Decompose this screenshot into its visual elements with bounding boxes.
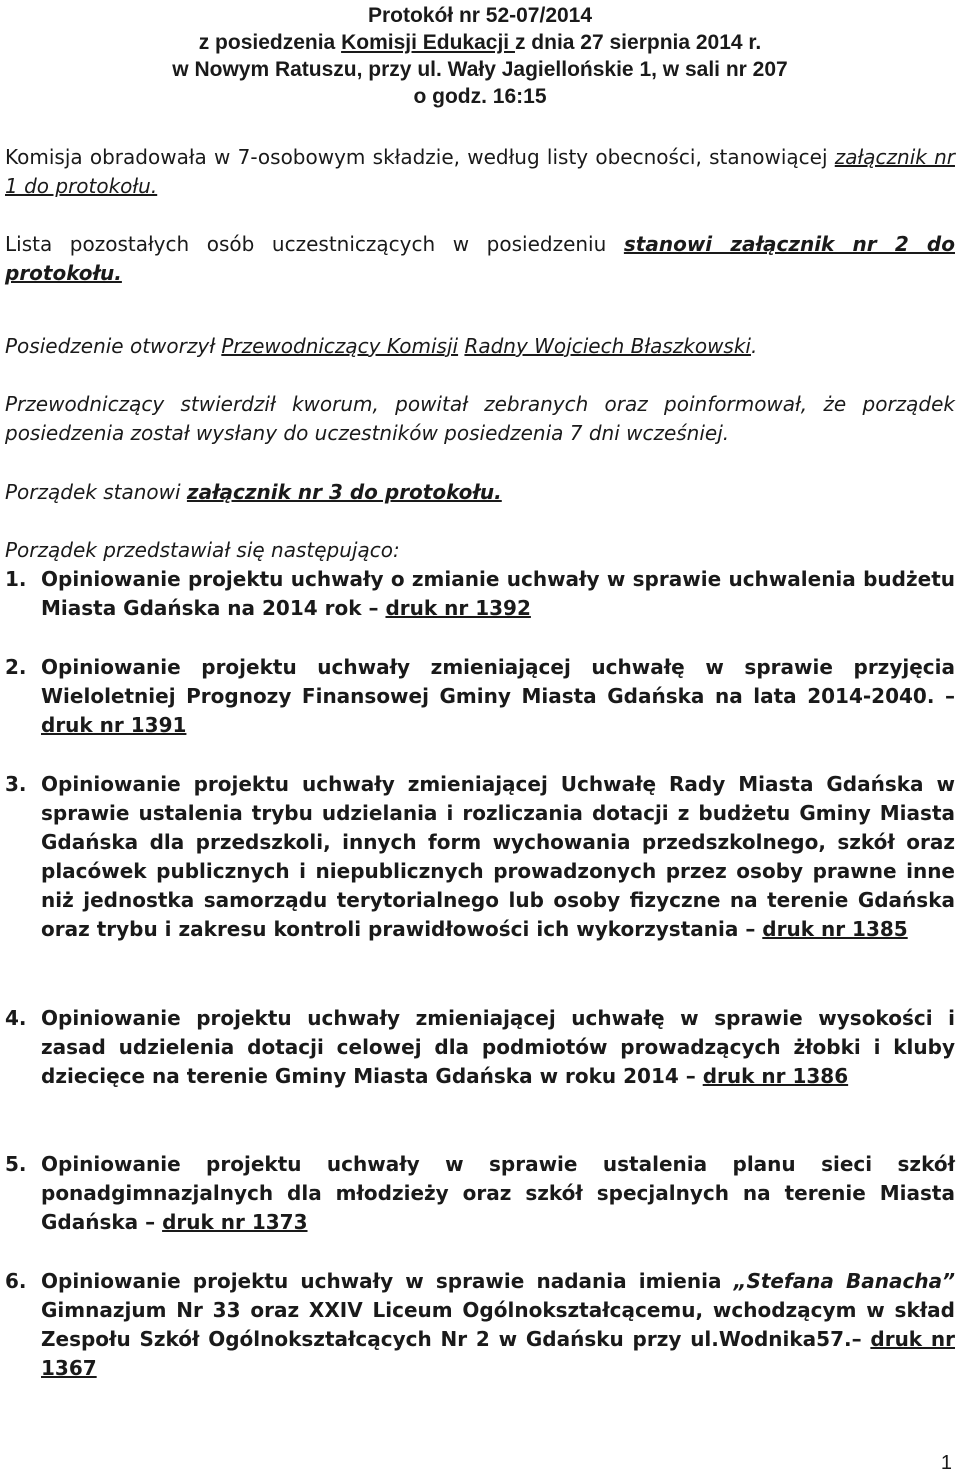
agenda-item-6: 6. Opiniowanie projektu uchwały w sprawie nadania imienia „Stefana Banacha” Gimnazjum Nr 33 oraz XXIV Liceum Ogólnokształcącemu, wchodzącym w skład Zespołu Szkół Ogólnokształcących Nr 2 w Gdańsku przy ul.Wodnika57.– druk nr 1367 — [5, 1269, 955, 1380]
agenda-item-5: 5. Opiniowanie projektu uchwały w sprawie ustalenia planu sieci szkół ponadgimnazjalnych dla młodzieży oraz szkół specjalnych na terenie Miasta Gdańska – druk nr 1373 — [5, 1152, 955, 1234]
agenda-item-3: 3. Opiniowanie projektu uchwały zmieniającej Uchwałę Rady Miasta Gdańska w sprawie ustalenia trybu udzielania i rozliczania dotacji z budżetu Gminy Miasta Gdańska dla przedszkoli, innych form wychowania przedszkolnego, szkół oraz placówek publicznych i niepublicznych prowadzonych przez osoby prawne inne niż jednostka samorządu terytorialnego lub osoby fizyczne na terenie Gdańska oraz trybu i zakresu kontroli prawidłowości ich wykorzystania – druk nr 1385 — [5, 772, 955, 941]
print-ref-1386: druk nr 1386 — [702, 1064, 849, 1088]
print-ref-1367: druk nr 1367 — [41, 1327, 955, 1380]
print-ref-1391: druk nr 1391 — [41, 713, 187, 737]
agenda-item-4: 4. Opiniowanie projektu uchwały zmieniającej uchwałę w sprawie wysokości i zasad udzielenia dotacji celowej dla podmiotów prowadzących żłobki i kluby dziecięce na terenie Gminy Miasta Gdańska w roku 2014 – druk nr 1386 — [5, 1006, 955, 1088]
print-ref-1385: druk nr 1385 — [762, 917, 908, 941]
attachment-3-ref: załącznik nr 3 do protokołu. — [186, 480, 502, 504]
page-number: 1 — [940, 1452, 952, 1474]
agenda-attachment-paragraph: Porządek stanowi załącznik nr 3 do protokołu. — [5, 480, 502, 504]
meeting-line: z posiedzenia Komisji Edukacji z dnia 27 sierpnia 2014 r. — [198, 31, 762, 54]
attendance-paragraph: Komisja obradowała w 7-osobowym składzie, według listy obecności, stanowiącej załącznik nr 1 do protokołu. — [5, 145, 955, 198]
print-ref-1373: druk nr 1373 — [162, 1210, 308, 1234]
attachment-1-ref: załącznik nr 1 do protokołu. — [5, 145, 955, 198]
quorum-paragraph: Przewodniczący stwierdził kworum, powitał zebranych oraz poinformował, że porządek posiedzenia został wysłany do uczestników posiedzenia 7 dni wcześniej. — [5, 392, 955, 445]
agenda-intro: Porządek przedstawiał się następująco: — [5, 538, 400, 562]
attachment-2-ref: stanowi załącznik nr 2 do protokołu. — [5, 232, 955, 285]
chairman-ref: Przewodniczący Komisji — [221, 334, 459, 358]
other-attendees-paragraph: Lista pozostałych osób uczestniczących w posiedzeniu stanowi załącznik nr 2 do protokołu. — [5, 232, 955, 285]
location-line: w Nowym Ratuszu, przy ul. Wały Jagiellońskie 1, w sali nr 207 — [172, 58, 788, 81]
time-line: o godz. 16:15 — [413, 85, 547, 108]
opening-paragraph: Posiedzenie otworzył Przewodniczący Komisji Radny Wojciech Błaszkowski. — [5, 334, 758, 358]
print-ref-1392: druk nr 1392 — [385, 596, 531, 620]
agenda-item-2: 2. Opiniowanie projektu uchwały zmieniającej uchwałę w sprawie przyjęcia Wieloletniej Prognozy Finansowej Gminy Miasta Gdańska na lata 2014-2040. – druk nr 1391 — [5, 655, 955, 737]
document-header — [0, 2, 960, 110]
protocol-title: Protokół nr 52-07/2014 — [367, 4, 593, 27]
committee-link: Komisji Edukacji — [341, 31, 515, 54]
patron-name: „Stefana Banacha” — [733, 1269, 955, 1293]
agenda-item-1: 1. Opiniowanie projektu uchwały o zmianie uchwały w sprawie uchwalenia budżetu Miasta Gdańska na 2014 rok – druk nr 1392 — [5, 567, 955, 620]
councillor-ref: Radny Wojciech Błaszkowski — [464, 334, 751, 358]
